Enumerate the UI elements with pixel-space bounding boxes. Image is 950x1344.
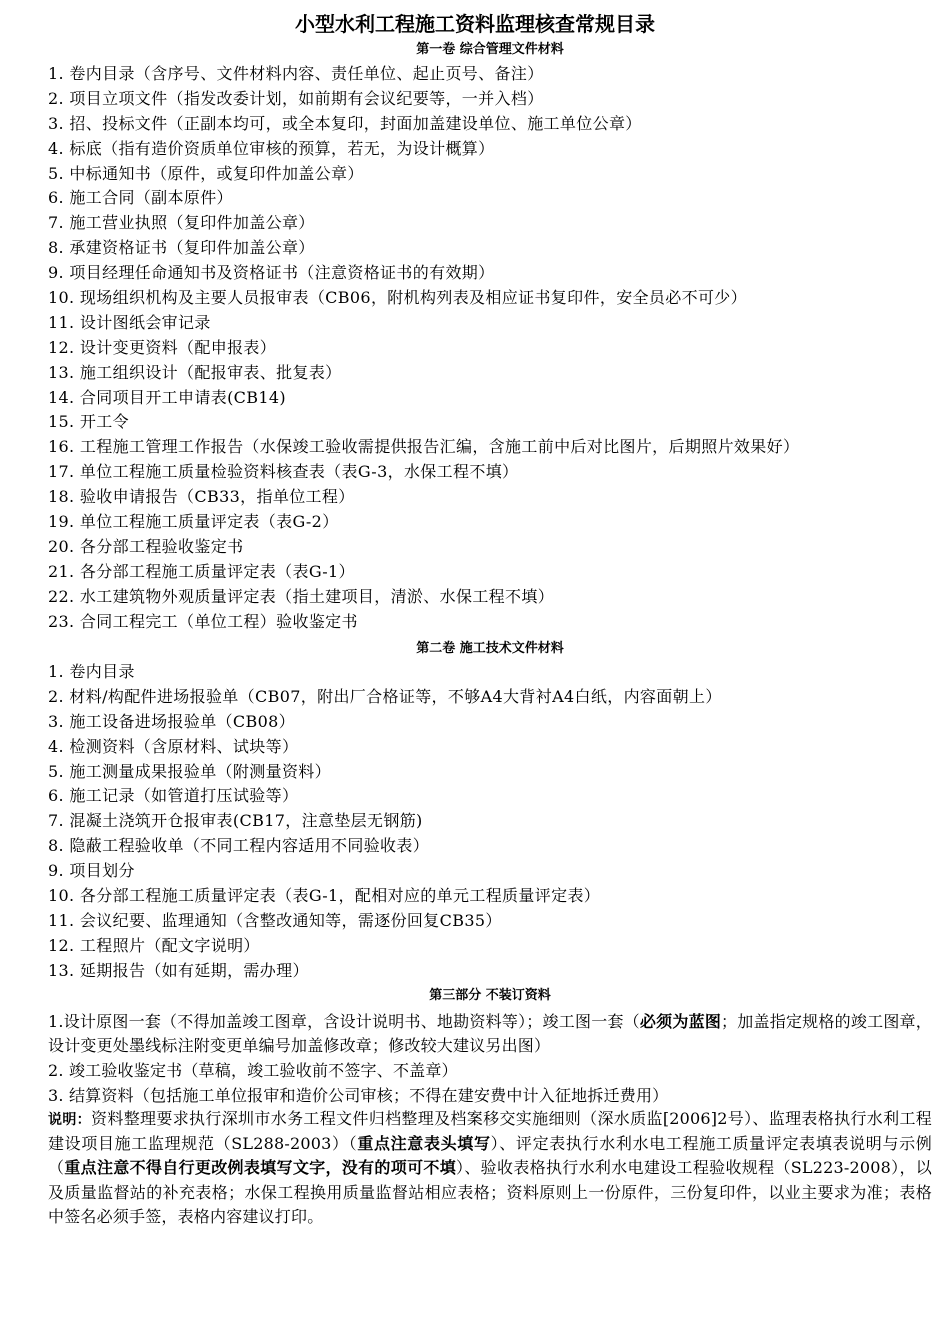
- part3-item-3: 3. 结算资料（包括施工单位报审和造价公司审核；不得在建安费中计入征地拆迁费用）: [48, 1086, 669, 1105]
- list-item: 8. 隐蔽工程验收单（不同工程内容适用不同验收表）: [48, 836, 430, 856]
- notes-text-2: ）、评定表执行水利水电工程施工质量评定表填表说明与示例（: [48, 1134, 932, 1178]
- list-item: 17. 单位工程施工质量检验资料核查表（表G-3，水保工程不填）: [48, 462, 519, 482]
- list-item: 22. 水工建筑物外观质量评定表（指土建项目，清淤、水保工程不填）: [48, 586, 555, 606]
- notes-paragraph: [48, 1107, 932, 1229]
- list-item: 11. 设计图纸会审记录: [48, 312, 211, 332]
- list-item: 10. 现场组织机构及主要人员报审表（CB06，附机构列表及相应证书复印件，安全员必不可少）: [48, 288, 747, 308]
- section-heading-part3: 第三部分 不装订资料: [429, 988, 551, 1003]
- list-item: 4. 检测资料（含原材料、试块等）: [48, 736, 299, 756]
- part3-item-1-text: 1.设计原图一套（不得加盖竣工图章，含设计说明书、地勘资料等）；竣工图一套（: [48, 1012, 640, 1031]
- notes-label: 说明：: [48, 1112, 92, 1128]
- section-heading-vol2: 第二卷 施工技术文件材料: [416, 641, 564, 656]
- part3-item-2: 2. 竣工验收鉴定书（草稿，竣工验收前不签字、不盖章）: [48, 1061, 458, 1080]
- list-item: 1. 卷内目录: [48, 662, 135, 681]
- list-item: 21. 各分部工程施工质量评定表（表G-1）: [48, 561, 355, 581]
- list-item: 19. 单位工程施工质量评定表（表G-2）: [48, 512, 339, 532]
- list-item: 7. 施工营业执照（复印件加盖公章）: [48, 213, 315, 233]
- list-item: 13. 施工组织设计（配报审表、批复表）: [48, 362, 342, 382]
- list-item: 11. 会议纪要、监理通知（含整改通知等，需逐份回复CB35）: [48, 910, 502, 930]
- page-title: 小型水利工程施工资料监理核查常规目录: [295, 12, 655, 36]
- list-item: 2. 项目立项文件（指发改委计划，如前期有会议纪要等，一并入档）: [48, 88, 544, 108]
- part3-item-1: [48, 1010, 932, 1058]
- list-item: 6. 施工合同（副本原件）: [48, 188, 233, 208]
- list-item: 5. 中标通知书（原件，或复印件加盖公章）: [48, 163, 364, 183]
- list-item: 2. 材料/构配件进场报验单（CB07，附出厂合格证等，不够A4大背衬A4白纸，内容面朝上）: [48, 686, 722, 706]
- list-item: 3. 施工设备进场报验单（CB08）: [48, 711, 296, 731]
- part3-item-1-emphasis: 必须为蓝图: [639, 1012, 722, 1031]
- list-item: 5. 施工测量成果报验单（附测量资料）: [48, 761, 332, 781]
- list-item: 4. 标底（指有造价资质单位审核的预算，若无，为设计概算）: [48, 138, 495, 158]
- list-item: 13. 延期报告（如有延期，需办理）: [48, 960, 309, 980]
- list-item: 9. 项目经理任命通知书及资格证书（注意资格证书的有效期）: [48, 263, 495, 283]
- part3-item-1-text-rest: ；加盖指定规格的竣工图章，设计变更处墨线标注附变更单编号加盖修改章；修改较大建议另出图）: [48, 1012, 932, 1056]
- notes-emphasis-2: 重点注意不得自行更改例表填写文字，没有的项可不填: [64, 1158, 457, 1178]
- list-item: 10. 各分部工程施工质量评定表（表G-1，配相对应的单元工程质量评定表）: [48, 886, 601, 906]
- list-item: 18. 验收申请报告（CB33，指单位工程）: [48, 487, 355, 507]
- list-item: 9. 项目划分: [48, 861, 135, 881]
- list-item: 6. 施工记录（如管道打压试验等）: [48, 786, 299, 806]
- list-item: 3. 招、投标文件（正副本均可，或全本复印，封面加盖建设单位、施工单位公章）: [48, 113, 642, 133]
- notes-text-3: ）、验收表格执行水利水电建设工程验收规程（SL223-2008），以及质量监督站的补充表格；水保工程换用质量监督站相应表格；资料原则上一份原件，三份复印件，以业主要求为准；表格中签名必须手签，表格内容建议打印。: [48, 1158, 932, 1226]
- notes-text-1: 资料整理要求执行深圳市水务工程文件归档整理及档案移交实施细则（深水质监[2006]2号）、监理表格执行水利工程建设项目施工监理规范（SL288-2003）（: [48, 1109, 932, 1154]
- notes-emphasis-1: 重点注意表头填写: [357, 1134, 491, 1154]
- section-heading-vol1: 第一卷 综合管理文件材料: [416, 42, 564, 57]
- list-item: 15. 开工令: [48, 412, 129, 432]
- vol1-list: [48, 62, 932, 634]
- list-item: 23. 合同工程完工（单位工程）验收鉴定书: [48, 611, 358, 631]
- list-item: 12. 设计变更资料（配申报表）: [48, 337, 277, 357]
- vol2-list: [48, 660, 932, 984]
- list-item: 16. 工程施工管理工作报告（水保竣工验收需提供报告汇编，含施工前中后对比图片，后期照片效果好）: [48, 437, 800, 457]
- list-item: 1. 卷内目录（含序号、文件材料内容、责任单位、起止页号、备注）: [48, 64, 544, 83]
- list-item: 12. 工程照片（配文字说明）: [48, 935, 260, 955]
- list-item: 14. 合同项目开工申请表(CB14): [48, 387, 287, 407]
- list-item: 8. 承建资格证书（复印件加盖公章）: [48, 238, 315, 258]
- list-item: 20. 各分部工程验收鉴定书: [48, 536, 244, 556]
- list-item: 7. 混凝土浇筑开仓报审表(CB17，注意垫层无钢筋): [48, 811, 423, 831]
